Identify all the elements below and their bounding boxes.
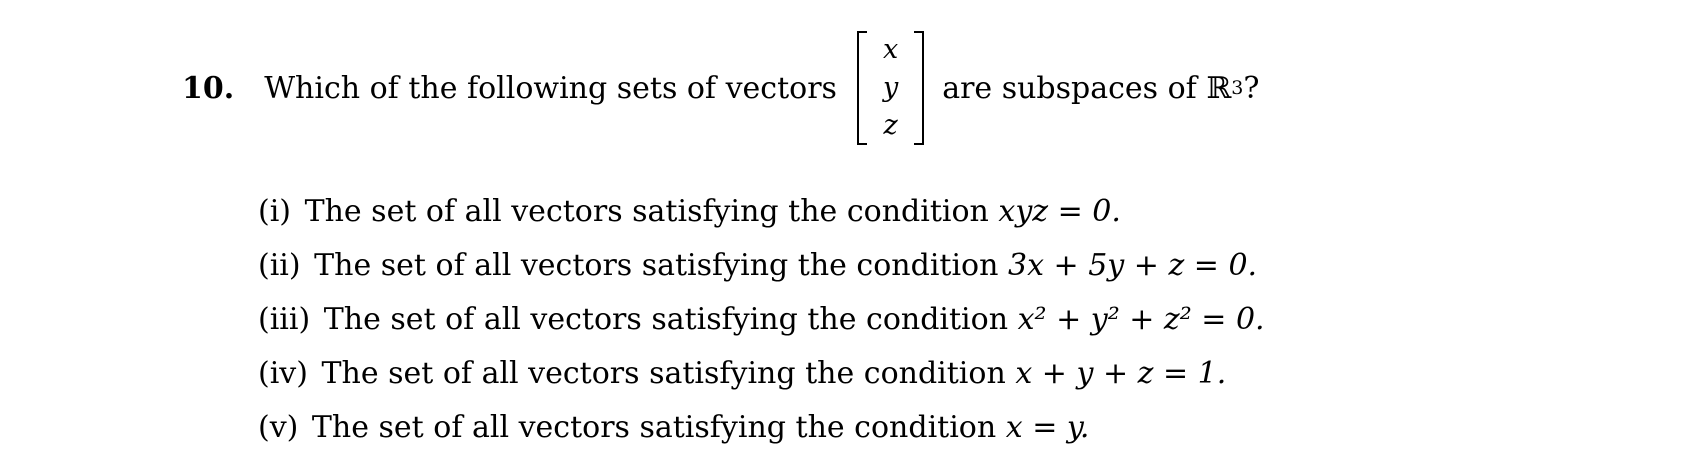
- option-condition: x = y.: [1005, 410, 1090, 445]
- option-condition: xyz = 0.: [998, 194, 1121, 229]
- real-space-symbol: ℝ: [1206, 70, 1232, 106]
- vector-entry-y: y: [882, 72, 899, 103]
- option-condition: 3x + 5y + z = 0.: [1008, 248, 1258, 283]
- option-label: (iii): [258, 302, 311, 337]
- option-ii: [258, 244, 1265, 298]
- option-text: The set of all vectors satisfying the condition: [311, 410, 997, 445]
- option-iii: [258, 298, 1265, 352]
- option-condition: x + y + z = 1.: [1015, 356, 1227, 391]
- question-number: 10.: [182, 70, 235, 106]
- option-label: (iv): [258, 356, 308, 391]
- option-text: The set of all vectors satisfying the condition: [321, 356, 1006, 391]
- option-text: The set of all vectors satisfying the condition: [304, 194, 989, 229]
- option-label: (i): [258, 194, 292, 229]
- option-condition: x² + y² + z² = 0.: [1017, 302, 1265, 337]
- option-v: [258, 406, 1265, 460]
- option-text: The set of all vectors satisfying the condition: [314, 248, 999, 283]
- option-label: (v): [258, 410, 299, 445]
- column-vector: [857, 31, 924, 145]
- question-text-after: are subspaces of: [942, 70, 1197, 106]
- question-text-before: Which of the following sets of vectors: [264, 70, 837, 106]
- options-list: [258, 190, 1265, 460]
- option-text: The set of all vectors satisfying the condition: [323, 302, 1009, 337]
- option-i: [258, 190, 1265, 244]
- option-label: (ii): [258, 248, 301, 283]
- vector-entry-z: z: [883, 110, 898, 141]
- vector-entry-x: x: [882, 34, 899, 65]
- question-line: 10. Which of the following sets of vectors x y z are subspaces of ℝ 3 ?: [182, 28, 1259, 148]
- question-mark: ?: [1243, 70, 1260, 106]
- option-iv: [258, 352, 1265, 406]
